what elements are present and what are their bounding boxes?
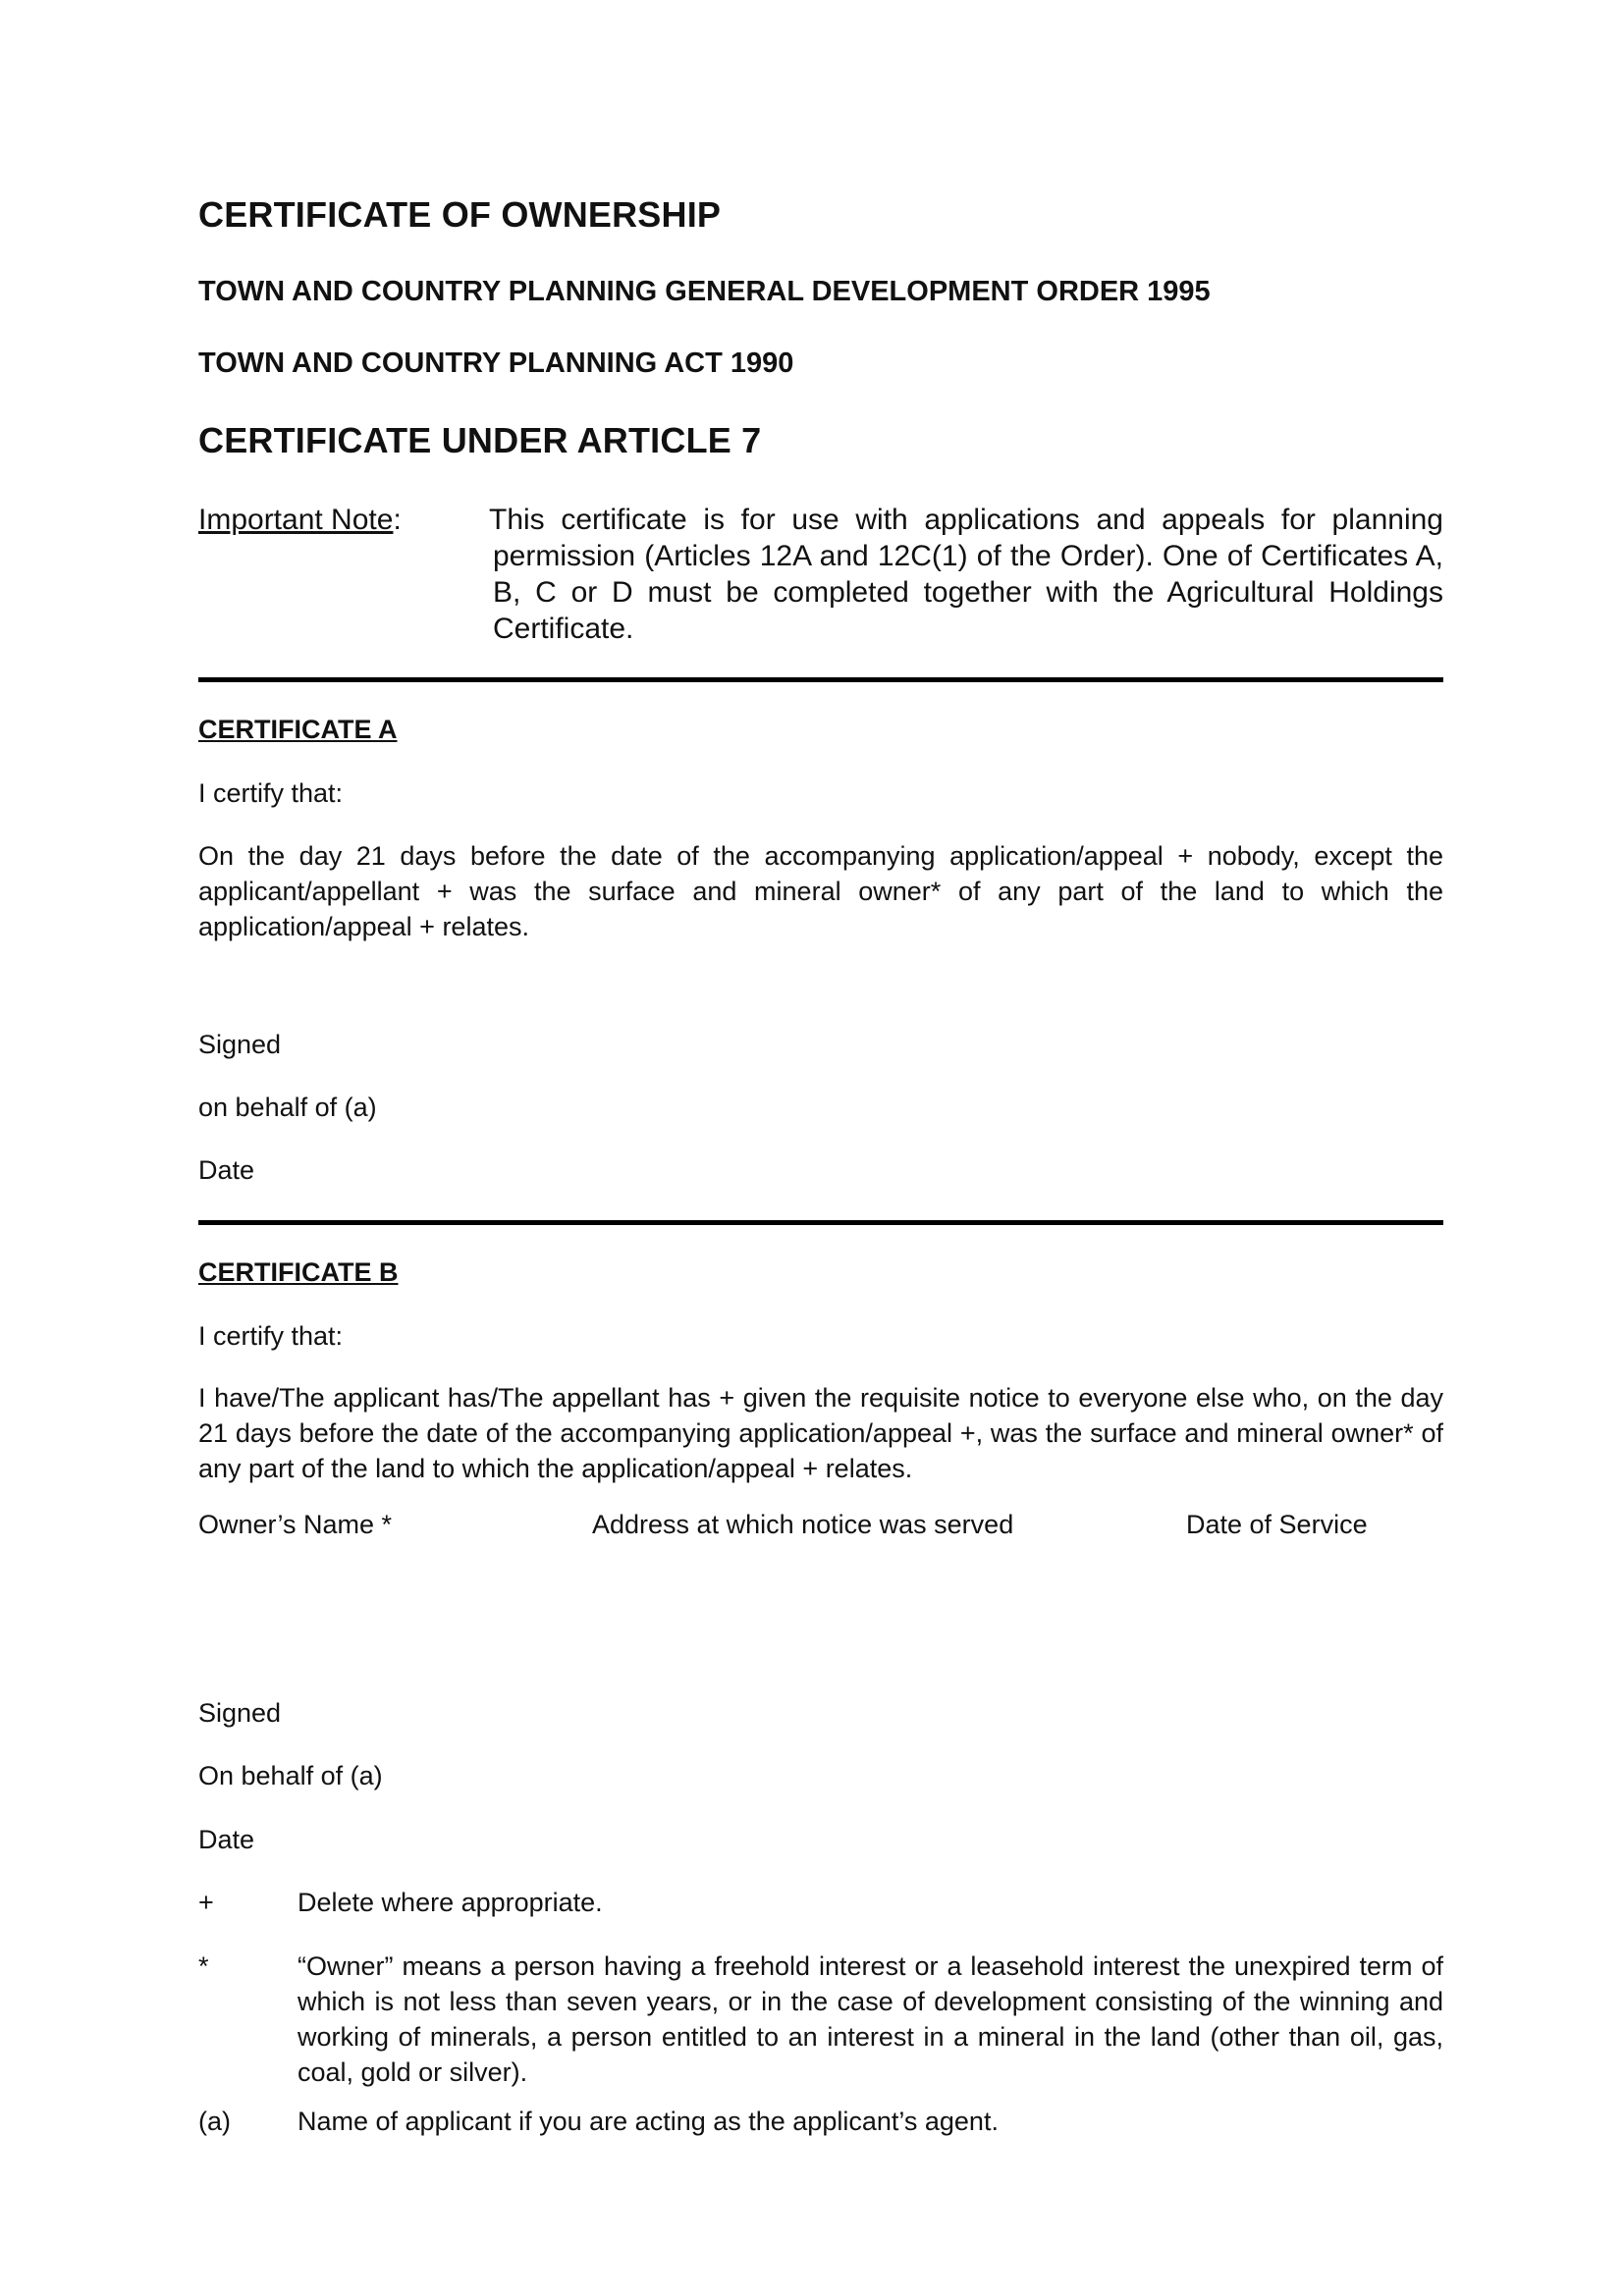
article-heading: CERTIFICATE UNDER ARTICLE 7 [198,420,762,460]
column-date-of-service: Date of Service [1186,1510,1368,1539]
section-divider-2 [198,1220,1443,1225]
certificate-a-intro: I certify that: [198,778,344,808]
footnote-text-agent: Name of applicant if you are acting as the applicant’s agent. [298,2107,999,2136]
certificate-a-heading: CERTIFICATE A [198,715,398,744]
act-heading: TOWN AND COUNTRY PLANNING ACT 1990 [198,347,794,379]
column-address: Address at which notice was served [592,1510,1014,1539]
footnote-text-owner: “Owner” means a person having a freehold interest or a leasehold interest the unexpired term of which is not less than seven years, or in the case of development consisting of the winning and working of minerals, a person entitled to an interest in a mineral in the land (other than oil, gas, coal, gold or silver). [298,1951,1443,2087]
certificate-b-signed: Signed [198,1698,282,1728]
important-note-text: This certificate is for use with applications and appeals for planning permission (Articles 12A and 12C(1) of the Order). One of Certificates A, B, C or D must be completed together with the Agricultural Holdings Certificate. [489,504,1443,645]
order-heading: TOWN AND COUNTRY PLANNING GENERAL DEVELOPMENT ORDER 1995 [198,276,1211,307]
section-divider-1 [198,677,1443,682]
footnote-text-plus: Delete where appropriate. [298,1888,603,1917]
footnote-mark-a: (a) [198,2107,231,2136]
note-label-text: Important Note [198,504,394,536]
certificate-b-heading: CERTIFICATE B [198,1257,399,1287]
certificate-a-date: Date [198,1155,255,1185]
certificate-b-intro: I certify that: [198,1321,344,1351]
column-owners-name: Owner’s Name * [198,1510,393,1539]
footnote-mark-plus: + [198,1888,214,1917]
footnote-mark-asterisk: * [198,1951,209,1981]
document-title: CERTIFICATE OF OWNERSHIP [198,194,722,235]
certificate-a-body: On the day 21 days before the date of the accompanying application/appeal + nobody, except the applicant/appellant + was the surface and mineral owner* of any part of the land to which the application/appeal + relates. [198,841,1443,941]
certificate-b-behalf: On behalf of (a) [198,1761,383,1790]
certificate-b-body: I have/The applicant has/The appellant has + given the requisite notice to everyone else who, on the day 21 days before the date of the accompanying application/appeal +, was the surface and mineral owner* of any part of the land to which the application/appeal + relates. [198,1383,1443,1483]
certificate-a-behalf: on behalf of (a) [198,1093,377,1122]
certificate-a-signed: Signed [198,1030,282,1059]
note-colon: : [393,504,402,536]
important-note-label [198,502,402,538]
certificate-b-date: Date [198,1825,255,1854]
